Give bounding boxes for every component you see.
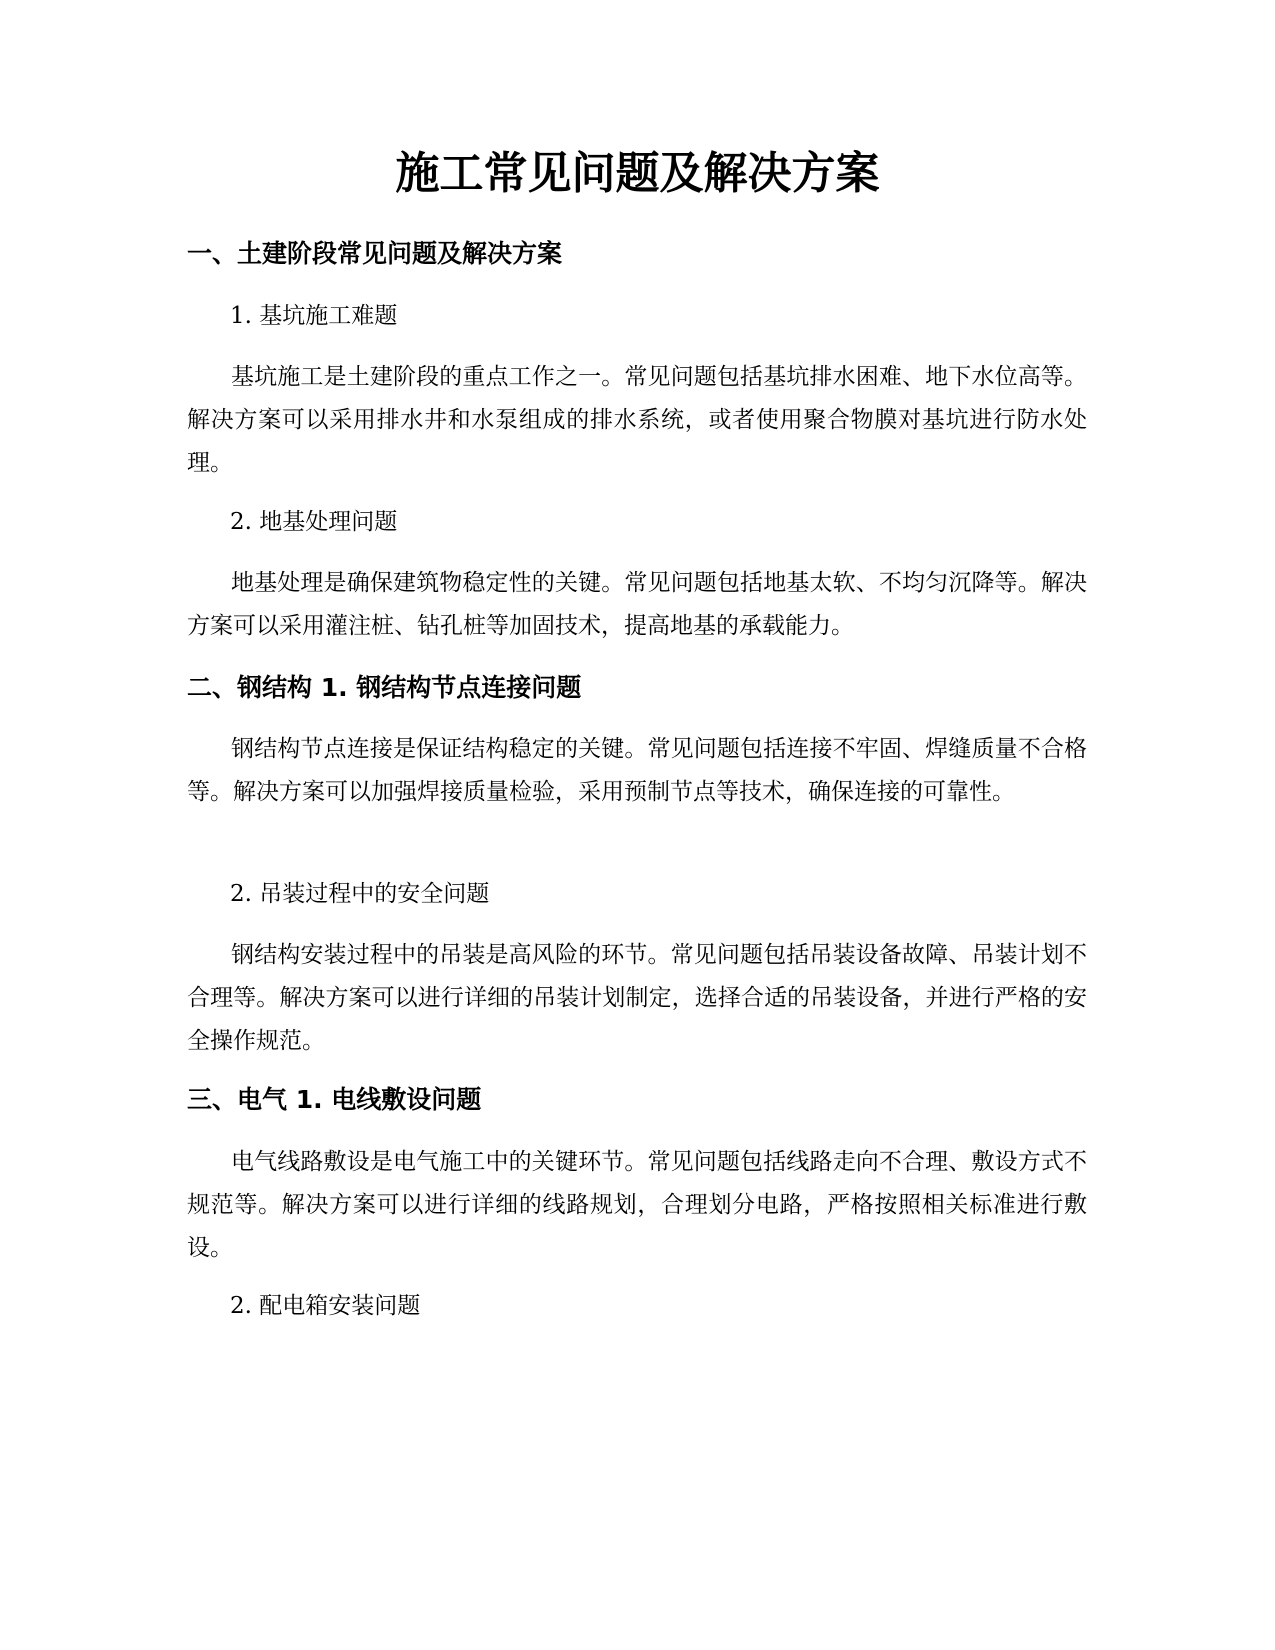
paragraph-foundation-pit: 基坑施工是土建阶段的重点工作之一。常见问题包括基坑排水困难、地下水位高等。解决方案可以采用排水井和水泵组成的排水系统，或者使用聚合物膜对基坑进行防水处理。 — [187, 364, 1087, 476]
subsection-title-foundation-pit: 1. 基坑施工难题 — [230, 303, 398, 329]
section-heading-civil: 一、土建阶段常见问题及解决方案 — [187, 239, 563, 268]
paragraph-hoisting-safety: 钢结构安装过程中的吊装是高风险的环节。常见问题包括吊装设备故障、吊装计划不合理等。解决方案可以进行详细的吊装计划制定，选择合适的吊装设备，并进行严格的安全操作规范。 — [187, 942, 1087, 1054]
subsection-title-hoisting-safety: 2. 吊装过程中的安全问题 — [230, 881, 490, 907]
paragraph-ground-treatment: 地基处理是确保建筑物稳定性的关键。常见问题包括地基太软、不均匀沉降等。解决方案可以采用灌注桩、钻孔桩等加固技术，提高地基的承载能力。 — [187, 570, 1087, 639]
paragraph-wiring: 电气线路敷设是电气施工中的关键环节。常见问题包括线路走向不合理、敷设方式不规范等。解决方案可以进行详细的线路规划，合理划分电路，严格按照相关标准进行敷设。 — [187, 1149, 1087, 1261]
section-heading-electrical: 三、电气 1. 电线敷设问题 — [187, 1085, 482, 1114]
subsection-title-distribution-box: 2. 配电箱安装问题 — [230, 1293, 421, 1319]
section-heading-steel-structure: 二、钢结构 1. 钢结构节点连接问题 — [187, 673, 582, 702]
subsection-title-ground-treatment: 2. 地基处理问题 — [230, 509, 398, 535]
paragraph-steel-joint: 钢结构节点连接是保证结构稳定的关键。常见问题包括连接不牢固、焊缝质量不合格等。解决方案可以加强焊接质量检验，采用预制节点等技术，确保连接的可靠性。 — [187, 736, 1087, 805]
document-title: 施工常见问题及解决方案 — [395, 148, 880, 199]
